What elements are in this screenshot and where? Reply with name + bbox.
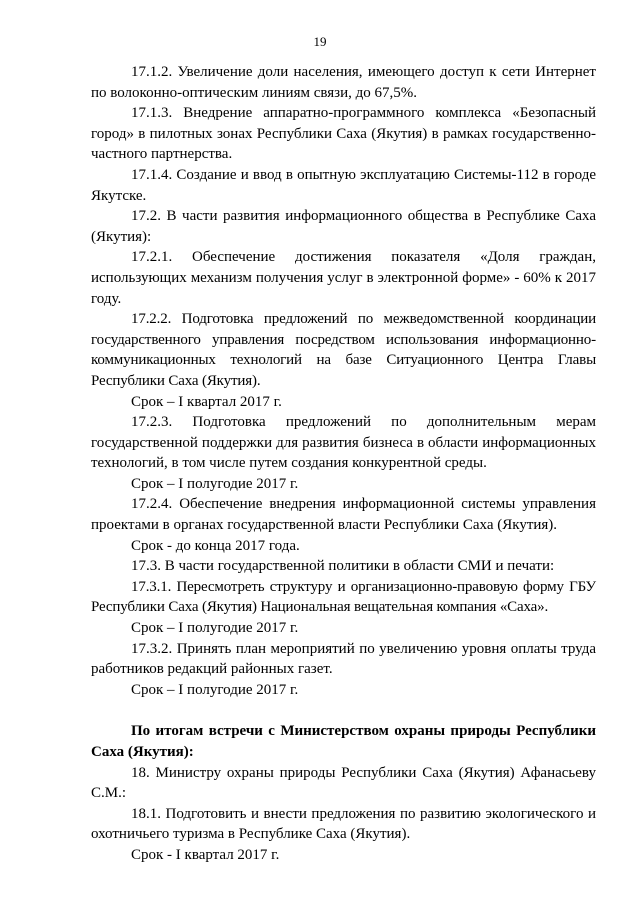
paragraph-17-2-2: 17.2.2. Подготовка предложений по межведомственной координации государственного управления посредством использования информационно-коммуникационных технологий на базе Ситуационного Центра Главы Республики Саха (Якутия).: [91, 311, 596, 389]
paragraph-17-1-2: 17.1.2. Увеличение доли населения, имеющего доступ к сети Интернет по волоконно-оптическим линиям связи, до 67,5%.: [91, 64, 596, 101]
page-number: 19: [313, 34, 327, 49]
paragraph-17-3: 17.3. В части государственной политики в области СМИ и печати:: [131, 558, 555, 575]
deadline-17-3-2: Срок – I полугодие 2017 г.: [131, 681, 299, 698]
section-gap: [91, 700, 596, 721]
paragraph-17-1-3: 17.1.3. Внедрение аппаратно-программного комплекса «Безопасный город» в пилотных зонах Республики Саха (Якутия) в рамках государственно-частного партнерства.: [91, 105, 596, 163]
paragraph-17-1-4: 17.1.4. Создание и ввод в опытную эксплуатацию Системы-112 в городе Якутске.: [91, 166, 596, 204]
paragraph-17-3-1: 17.3.1. Пересмотреть структуру и организационно-правовую форму ГБУ Республики Саха (Якутия) Национальная вещательная компания «Саха».: [91, 578, 596, 616]
deadline-17-2-4: Срок - до конца 2017 года.: [131, 537, 300, 554]
paragraph-17-2-4: 17.2.4. Обеспечение внедрения информационной системы управления проектами в органах государственной власти Республики Саха (Якутия).: [91, 496, 596, 534]
paragraph-17-3-2: 17.3.2. Принять план мероприятий по увеличению уровня оплаты труда работников редакций районных газет.: [91, 640, 596, 678]
section-heading: По итогам встречи с Министерством охраны природы Республики Саха (Якутия):: [91, 723, 596, 760]
document-body: [91, 62, 596, 866]
paragraph-17-2: 17.2. В части развития информационного общества в Республике Саха (Якутия):: [91, 208, 596, 245]
paragraph-17-2-1: 17.2.1. Обеспечение достижения показателя «Доля граждан, использующих механизм получения услуг в электронной форме» - 60% к 2017 году.: [91, 249, 596, 307]
paragraph-18: 18. Министру охраны природы Республики Саха (Якутия) Афанасьеву С.М.:: [91, 764, 596, 802]
deadline-17-2-2: Срок – I квартал 2017 г.: [131, 393, 282, 410]
deadline-18-1: Срок - I квартал 2017 г.: [131, 846, 280, 863]
deadline-17-3-1: Срок – I полугодие 2017 г.: [131, 620, 299, 637]
paragraph-18-1: 18.1. Подготовить и внести предложения по развитию экологического и охотничьего туризма в Республике Саха (Якутия).: [91, 805, 596, 843]
paragraph-17-2-3: 17.2.3. Подготовка предложений по дополнительным мерам государственной поддержки для развития бизнеса в области информационных технологий, в том числе путем создания конкурентной среды.: [91, 414, 596, 472]
deadline-17-2-3: Срок – I полугодие 2017 г.: [131, 475, 299, 492]
